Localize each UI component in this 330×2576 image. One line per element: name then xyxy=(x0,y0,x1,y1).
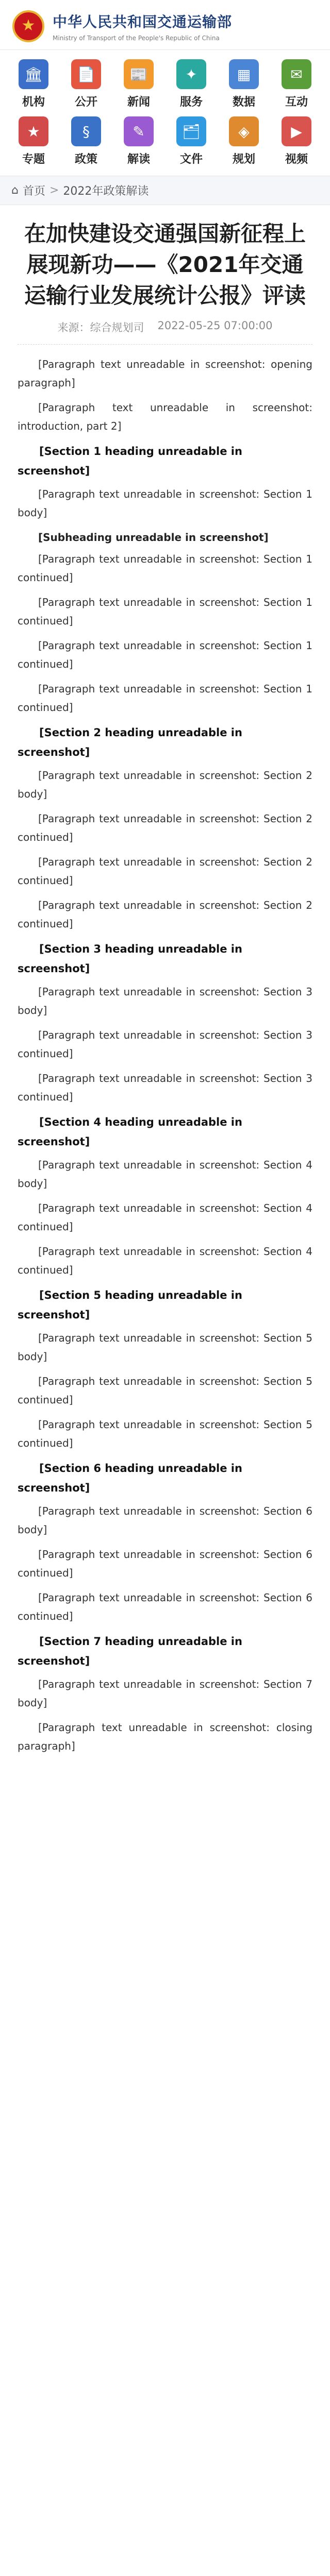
body-paragraph: [Paragraph text unreadable in screenshot: Section 1 continued] xyxy=(18,683,312,714)
nav-item-7[interactable] xyxy=(60,116,112,166)
policy-icon: § xyxy=(71,116,101,146)
interpret-icon: ✎ xyxy=(124,116,154,146)
section-heading: [Subheading unreadable in screenshot] xyxy=(38,531,269,544)
body-paragraph: [Paragraph text unreadable in screenshot: Section 5 body] xyxy=(18,1332,312,1363)
nav-label: 数据 xyxy=(232,96,255,109)
breadcrumb-separator: > xyxy=(49,184,59,197)
body-paragraph: [Paragraph text unreadable in screenshot: opening paragraph] xyxy=(18,358,312,389)
nav-item-5[interactable] xyxy=(270,59,323,109)
data-icon: ▦ xyxy=(229,59,259,89)
breadcrumb xyxy=(0,176,330,205)
plan-icon: ◈ xyxy=(229,116,259,146)
article-date: 2022-05-25 07:00:00 xyxy=(157,319,273,332)
section-heading: [Section 5 heading unreadable in screenshot] xyxy=(18,1289,242,1321)
section-heading: [Section 6 heading unreadable in screenshot] xyxy=(18,1462,242,1494)
nav-label: 机构 xyxy=(22,96,45,109)
topic-icon: ★ xyxy=(19,116,48,146)
nav-item-8[interactable] xyxy=(112,116,165,166)
nav-item-11[interactable] xyxy=(270,116,323,166)
body-paragraph: [Paragraph text unreadable in screenshot: Section 5 continued] xyxy=(18,1418,312,1449)
nav-label: 专题 xyxy=(22,153,45,166)
chat-icon: ✉ xyxy=(282,59,311,89)
nav-label: 互动 xyxy=(285,96,308,109)
nav-label: 服务 xyxy=(179,96,203,109)
national-emblem-icon[interactable] xyxy=(12,10,44,42)
breadcrumb-section[interactable]: 2022年政策解读 xyxy=(63,185,149,198)
body-paragraph: [Paragraph text unreadable in screenshot: Section 2 body] xyxy=(18,769,312,800)
ministry-name-cn: 中华人民共和国交通运输部 xyxy=(53,13,233,30)
brand[interactable] xyxy=(53,11,232,42)
section-heading: [Section 2 heading unreadable in screenshot] xyxy=(18,726,242,758)
body-paragraph: [Paragraph text unreadable in screenshot: Section 4 continued] xyxy=(18,1245,312,1276)
body-paragraph: [Paragraph text unreadable in screenshot: closing paragraph] xyxy=(18,1721,312,1752)
nav-item-10[interactable] xyxy=(218,116,270,166)
nav-item-6[interactable] xyxy=(7,116,60,166)
nav-item-4[interactable] xyxy=(218,59,270,109)
body-paragraph: [Paragraph text unreadable in screenshot: Section 7 body] xyxy=(18,1678,312,1709)
body-paragraph: [Paragraph text unreadable in screenshot: Section 6 continued] xyxy=(18,1591,312,1622)
main-nav xyxy=(0,50,330,176)
ministry-name-en: Ministry of Transport of the People's Republic of China xyxy=(53,35,220,42)
nav-item-3[interactable] xyxy=(165,59,218,109)
nav-item-0[interactable] xyxy=(7,59,60,109)
nav-label: 解读 xyxy=(127,153,150,166)
body-paragraph: [Paragraph text unreadable in screenshot: Section 4 continued] xyxy=(18,1202,312,1233)
body-paragraph: [Paragraph text unreadable in screenshot: Section 1 continued] xyxy=(18,553,312,584)
nav-label: 公开 xyxy=(74,96,97,109)
body-paragraph: [Paragraph text unreadable in screenshot: Section 6 body] xyxy=(18,1505,312,1536)
news-icon: 📰 xyxy=(124,59,154,89)
body-paragraph: [Paragraph text unreadable in screenshot: Section 5 continued] xyxy=(18,1375,312,1406)
body-paragraph: [Paragraph text unreadable in screenshot: Section 2 continued] xyxy=(18,812,312,843)
article xyxy=(0,205,330,1792)
video-icon: ▶ xyxy=(282,116,311,146)
section-heading: [Section 3 heading unreadable in screenshot] xyxy=(18,943,242,975)
site-header xyxy=(0,0,330,50)
body-paragraph: [Paragraph text unreadable in screenshot: Section 2 continued] xyxy=(18,899,312,930)
article-body xyxy=(18,355,312,1755)
nav-item-2[interactable] xyxy=(112,59,165,109)
body-paragraph: [Paragraph text unreadable in screenshot: Section 1 continued] xyxy=(18,596,312,627)
article-source: 来源：综合规划司 xyxy=(57,321,144,334)
nav-item-9[interactable] xyxy=(165,116,218,166)
breadcrumb-home[interactable]: 首页 xyxy=(22,185,45,198)
body-paragraph: [Paragraph text unreadable in screenshot: Section 3 body] xyxy=(18,986,312,1016)
section-heading: [Section 7 heading unreadable in screenshot] xyxy=(18,1635,242,1667)
nav-label: 政策 xyxy=(74,153,97,166)
body-paragraph: [Paragraph text unreadable in screenshot: Section 4 body] xyxy=(18,1159,312,1190)
section-heading: [Section 1 heading unreadable in screenshot] xyxy=(18,445,242,477)
nav-label: 视频 xyxy=(285,153,308,166)
body-paragraph: [Paragraph text unreadable in screenshot: introduction, part 2] xyxy=(18,401,312,432)
body-paragraph: [Paragraph text unreadable in screenshot: Section 3 continued] xyxy=(18,1072,312,1103)
nav-label: 文件 xyxy=(179,153,203,166)
article-title: 在加快建设交通强国新征程上展现新功——《2021年交通运输行业发展统计公报》评读 xyxy=(24,221,306,308)
building-icon: 🏛 xyxy=(19,59,48,89)
section-heading: [Section 4 heading unreadable in screenshot] xyxy=(18,1116,242,1148)
body-paragraph: [Paragraph text unreadable in screenshot: Section 1 body] xyxy=(18,488,312,519)
body-paragraph: [Paragraph text unreadable in screenshot: Section 3 continued] xyxy=(18,1029,312,1060)
body-paragraph: [Paragraph text unreadable in screenshot: Section 2 continued] xyxy=(18,856,312,887)
nav-label: 新闻 xyxy=(127,96,150,109)
file-icon: 🗂 xyxy=(176,116,206,146)
service-icon: ✦ xyxy=(176,59,206,89)
body-paragraph: [Paragraph text unreadable in screenshot: Section 1 continued] xyxy=(18,639,312,670)
home-icon: ⌂ xyxy=(11,184,19,197)
document-icon: 📄 xyxy=(71,59,101,89)
body-paragraph: [Paragraph text unreadable in screenshot: Section 6 continued] xyxy=(18,1548,312,1579)
nav-label: 规划 xyxy=(232,153,255,166)
article-meta xyxy=(18,319,312,345)
nav-item-1[interactable] xyxy=(60,59,112,109)
